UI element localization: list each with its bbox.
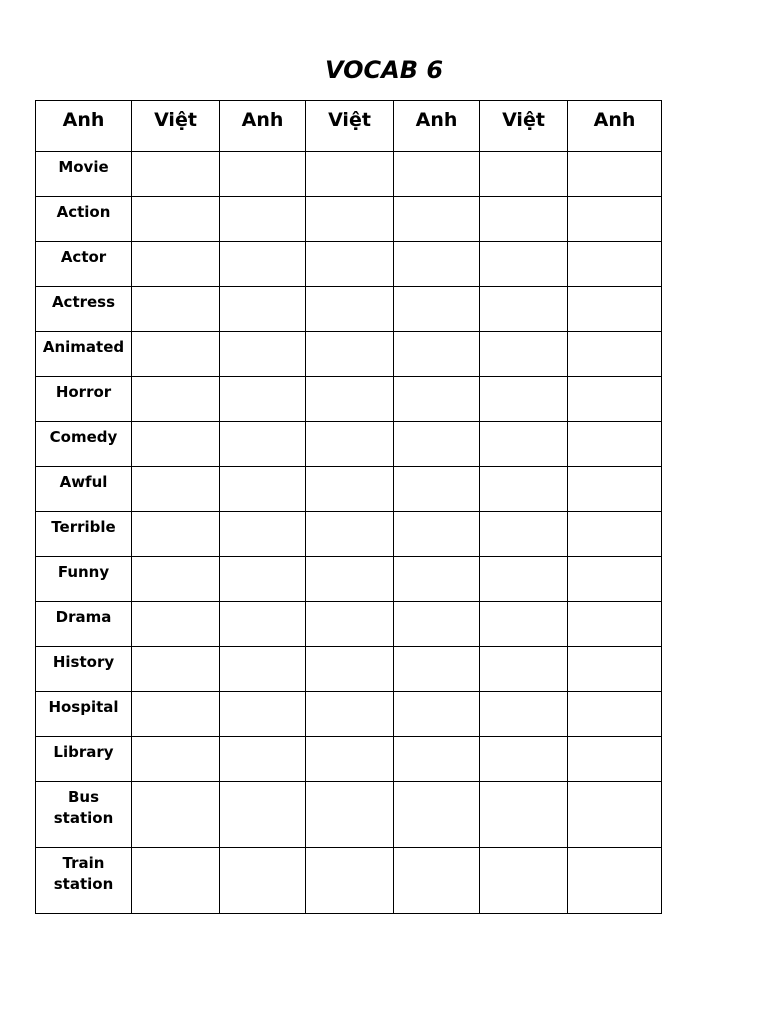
blank-cell	[394, 737, 480, 782]
blank-cell	[132, 377, 220, 422]
blank-cell	[132, 602, 220, 647]
blank-cell	[394, 287, 480, 332]
blank-cell	[220, 467, 306, 512]
blank-cell	[568, 422, 662, 467]
blank-cell	[568, 737, 662, 782]
blank-cell	[220, 422, 306, 467]
vocab-word: Actress	[36, 287, 132, 332]
blank-cell	[568, 152, 662, 197]
blank-cell	[220, 377, 306, 422]
blank-cell	[132, 467, 220, 512]
table-row	[36, 422, 662, 467]
blank-cell	[306, 848, 394, 914]
blank-cell	[480, 848, 568, 914]
blank-cell	[480, 197, 568, 242]
blank-cell	[394, 332, 480, 377]
blank-cell	[568, 242, 662, 287]
blank-cell	[220, 848, 306, 914]
blank-cell	[480, 782, 568, 848]
blank-cell	[220, 512, 306, 557]
page-title: VOCAB 6	[324, 56, 444, 84]
blank-cell	[394, 602, 480, 647]
blank-cell	[568, 647, 662, 692]
blank-cell	[394, 242, 480, 287]
blank-cell	[394, 848, 480, 914]
column-header: Việt	[306, 101, 394, 152]
blank-cell	[220, 287, 306, 332]
blank-cell	[568, 848, 662, 914]
blank-cell	[568, 782, 662, 848]
table-row	[36, 332, 662, 377]
blank-cell	[132, 287, 220, 332]
blank-cell	[132, 152, 220, 197]
blank-cell	[480, 242, 568, 287]
blank-cell	[306, 512, 394, 557]
blank-cell	[220, 737, 306, 782]
blank-cell	[394, 512, 480, 557]
column-header: Anh	[220, 101, 306, 152]
blank-cell	[306, 242, 394, 287]
vocab-word: History	[36, 647, 132, 692]
blank-cell	[220, 557, 306, 602]
blank-cell	[306, 332, 394, 377]
vocab-word: Awful	[36, 467, 132, 512]
blank-cell	[306, 377, 394, 422]
blank-cell	[568, 557, 662, 602]
table-row	[36, 242, 662, 287]
table-row	[36, 152, 662, 197]
blank-cell	[132, 332, 220, 377]
vocab-word: Animated	[36, 332, 132, 377]
blank-cell	[132, 197, 220, 242]
blank-cell	[220, 782, 306, 848]
blank-cell	[132, 422, 220, 467]
vocab-word: Train station	[36, 848, 132, 914]
table-row	[36, 602, 662, 647]
blank-cell	[480, 737, 568, 782]
blank-cell	[132, 647, 220, 692]
blank-cell	[568, 332, 662, 377]
table-row	[36, 377, 662, 422]
blank-cell	[132, 692, 220, 737]
vocab-word: Movie	[36, 152, 132, 197]
vocab-word: Comedy	[36, 422, 132, 467]
vocab-word: Hospital	[36, 692, 132, 737]
blank-cell	[306, 737, 394, 782]
blank-cell	[394, 197, 480, 242]
table-row	[36, 647, 662, 692]
table-row	[36, 782, 662, 848]
table-row	[36, 197, 662, 242]
blank-cell	[220, 692, 306, 737]
blank-cell	[306, 467, 394, 512]
vocab-table	[35, 100, 662, 914]
blank-cell	[568, 197, 662, 242]
blank-cell	[394, 422, 480, 467]
blank-cell	[220, 602, 306, 647]
blank-cell	[132, 782, 220, 848]
blank-cell	[306, 557, 394, 602]
blank-cell	[220, 647, 306, 692]
blank-cell	[306, 782, 394, 848]
blank-cell	[306, 692, 394, 737]
blank-cell	[480, 377, 568, 422]
blank-cell	[568, 692, 662, 737]
blank-cell	[394, 152, 480, 197]
blank-cell	[220, 332, 306, 377]
blank-cell	[480, 602, 568, 647]
blank-cell	[132, 557, 220, 602]
table-row	[36, 737, 662, 782]
blank-cell	[394, 377, 480, 422]
vocab-word: Terrible	[36, 512, 132, 557]
blank-cell	[394, 782, 480, 848]
blank-cell	[132, 848, 220, 914]
blank-cell	[306, 647, 394, 692]
blank-cell	[132, 242, 220, 287]
vocab-word: Action	[36, 197, 132, 242]
blank-cell	[220, 197, 306, 242]
vocab-word: Funny	[36, 557, 132, 602]
blank-cell	[132, 512, 220, 557]
column-header: Việt	[132, 101, 220, 152]
vocab-word: Drama	[36, 602, 132, 647]
blank-cell	[480, 692, 568, 737]
blank-cell	[568, 287, 662, 332]
blank-cell	[480, 287, 568, 332]
blank-cell	[306, 422, 394, 467]
header-row	[36, 101, 662, 152]
blank-cell	[568, 467, 662, 512]
column-header: Anh	[394, 101, 480, 152]
blank-cell	[132, 737, 220, 782]
blank-cell	[480, 467, 568, 512]
blank-cell	[568, 377, 662, 422]
column-header: Anh	[36, 101, 132, 152]
blank-cell	[394, 692, 480, 737]
vocab-word: Bus station	[36, 782, 132, 848]
blank-cell	[306, 152, 394, 197]
table-row	[36, 467, 662, 512]
blank-cell	[394, 467, 480, 512]
table-row	[36, 557, 662, 602]
blank-cell	[480, 557, 568, 602]
table-row	[36, 848, 662, 914]
blank-cell	[480, 152, 568, 197]
blank-cell	[480, 647, 568, 692]
vocab-word: Horror	[36, 377, 132, 422]
vocab-word: Actor	[36, 242, 132, 287]
column-header: Anh	[568, 101, 662, 152]
vocab-word: Library	[36, 737, 132, 782]
column-header: Việt	[480, 101, 568, 152]
blank-cell	[480, 512, 568, 557]
table-row	[36, 287, 662, 332]
blank-cell	[306, 197, 394, 242]
blank-cell	[220, 242, 306, 287]
blank-cell	[306, 287, 394, 332]
blank-cell	[480, 422, 568, 467]
blank-cell	[220, 152, 306, 197]
blank-cell	[394, 557, 480, 602]
table-row	[36, 512, 662, 557]
blank-cell	[568, 512, 662, 557]
table-row	[36, 692, 662, 737]
blank-cell	[394, 647, 480, 692]
blank-cell	[480, 332, 568, 377]
blank-cell	[568, 602, 662, 647]
blank-cell	[306, 602, 394, 647]
